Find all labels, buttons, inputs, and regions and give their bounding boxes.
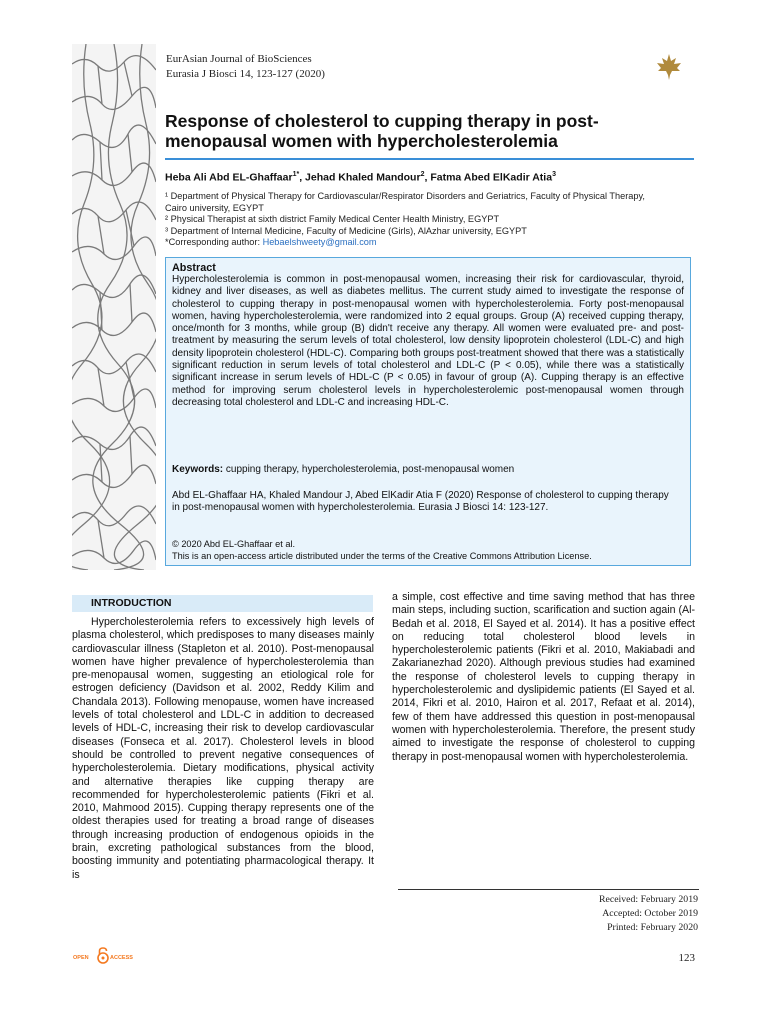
- maple-leaf-icon: [654, 52, 684, 82]
- author-separator: ,: [299, 171, 306, 184]
- author-affiliation-mark: 2: [420, 171, 425, 178]
- page-number: 123: [678, 952, 695, 964]
- author-affiliation-mark: 3: [552, 171, 556, 178]
- article-citation: Abd EL-Ghaffaar HA, Khaled Mandour J, Abed ElKadir Atia F (2020) Response of cholesterol to cupping therapy in post-menopausal women with hypercholesterolemia. Eurasia J Biosci 14: 123-127.: [172, 490, 669, 514]
- abstract-box: [165, 257, 691, 566]
- dates-divider: [398, 889, 699, 890]
- open-access-right-text: ACCESS: [110, 955, 133, 961]
- affiliation-line: ² Physical Therapist at sixth district Family Medical Center Health Ministry, EGYPT: [165, 214, 500, 224]
- received-date: Received: February 2019: [598, 894, 698, 905]
- introduction-heading-bar: [72, 595, 373, 612]
- journal-header: [166, 52, 325, 82]
- abstract-text: Hypercholesterolemia is common in post-menopausal women, increasing their risk for cardiovascular, thyroid, kidney and liver diseases, as well as diabetes mellitus. The current study aimed to investigate the response of cholesterol to cupping therapy in post-menopausal women with hypercholesterolemia. Forty post-menopausal women, having hypercholesterolemia, were randomized into 2 equal groups. Group (A) received cupping therapy, once/month for 3 months, while group (B) didn't receive any therapy. All women were evaluated pre- and post-treatment by measuring the serum levels of total cholesterol, low density lipoprotein cholesterol (LDL-C) and high density lipoprotein cholesterol (HDL-C). Comparing both groups post-treatment showed that there was a statistically significant reduction in serum levels of total cholesterol and LDL-C (P < 0.05), while there was a statistically significant increase in serum levels of HDL-C (P < 0.05) in favour of group (A). Cupping therapy is an effective method for improving serum cholesterol levels in hypercholesterolemic post-menopausal women through decreasing total cholesterol and LDL-C and increasing HDL-C.: [172, 274, 684, 408]
- abstract-heading: Abstract: [172, 262, 216, 274]
- affiliations: [165, 191, 665, 249]
- open-lock-icon: [73, 947, 133, 965]
- copyright-line: © 2020 Abd EL-Ghaffaar et al.: [172, 539, 296, 549]
- affiliation-line: ¹ Department of Physical Therapy for Cardiovascular/Respirator Disorders and Geriatrics, Faculty of Physical Therapy, Cairo university, EGYPT: [165, 191, 645, 213]
- author-name: Jehad Khaled Mandour: [305, 171, 421, 184]
- accepted-date: Accepted: October 2019: [602, 907, 698, 919]
- printed-date: Printed: February 2020: [607, 921, 698, 933]
- crackle-pattern-graphic: [72, 44, 156, 570]
- article-title: Response of cholesterol to cupping therapy in post-menopausal women with hypercholesterolemia: [165, 111, 599, 151]
- copyright-block: [172, 539, 682, 562]
- introduction-left-column: Hypercholesterolemia refers to excessively high levels of plasma cholesterol, which predisposes to many diseases mainly cardiovascular illness (Stapleton et al. 2010). Post-menopausal women have higher prevalence of hypercholesterolemia than pre-menopausal women, suggesting an etiological role for estrogen deficiency (Davidson et al. 2002, Reddy Kilim and Chandala 2013). Following menopause, women have increased levels of total cholesterol and LDL-C in addition to decreased levels of HDL-C, increasing their risk to develop cardiovascular diseases (Fonseca et al. 2017). Cholesterol levels in blood should be controlled to prevent negative consequences of hypercholesterolemia. Dietary modifications, physical activity and alternative therapies like cupping therapy are recommended for hypercholesterolemic patients (Fikri et al. 2010, Mahmood 2015). Cupping therapy represents one of the oldest therapies used for treating a broad range of diseases through increasing production of endogenous opioids in the brain, excreting pathological substances from the blood, boosting immunity and potentiating pharmacological therapy. It is: [72, 616, 374, 881]
- publication-dates: [520, 893, 698, 934]
- keywords-label: Keywords:: [172, 464, 224, 475]
- author-name: Heba Ali Abd EL-Ghaffaar: [165, 171, 293, 184]
- author-affiliation-mark: 1*: [292, 171, 300, 178]
- author-name: Fatma Abed ElKadir Atia: [430, 171, 553, 184]
- open-access-left-text: OPEN: [73, 955, 89, 961]
- journal-name: EurAsian Journal of BioSciences: [166, 53, 312, 65]
- introduction-right-column: a simple, cost effective and time saving method that has three main steps, including suction, scarification and suction again (Al-Bedah et al. 2018, El Sayed et al. 2014). It has a positive effect on reducing total cholesterol blood levels in hypercholesterolemic patients (Fikri et al. 2010, Makiabadi and Zakarianezhad 2020). Although previous studies had examined the response of cholesterol levels to cupping therapy in hypercholesterolemic and dyslipidemic patients (El Sayed et al. 2014, Fikri et al. 2010, Hairon et al. 2017, Refaat et al. 2014), few of them have addressed this question in post-menopausal women with hypercholesterolemia. Therefore, the present study aimed to investigate the response of cholesterol to cupping therapy in post-menopausal women with hypercholesterolemia.: [392, 591, 695, 763]
- introduction-heading: INTRODUCTION: [91, 597, 172, 609]
- corresponding-email-link[interactable]: Hebaelshweety@gmail.com: [262, 237, 377, 247]
- title-divider: [165, 158, 694, 160]
- author-list: [165, 168, 695, 185]
- corresponding-label: *Corresponding author:: [165, 237, 263, 247]
- keywords-text: cupping therapy, hypercholesterolemia, post-menopausal women: [223, 464, 515, 475]
- journal-citation-line: Eurasia J Biosci 14, 123-127 (2020): [166, 68, 325, 80]
- keywords: [172, 464, 514, 476]
- decorative-crackle-strip: [72, 44, 156, 570]
- corresponding-author: [165, 237, 665, 249]
- affiliation-line: ³ Department of Internal Medicine, Faculty of Medicine (Girls), AlAzhar university, EGYPT: [165, 225, 527, 236]
- license-line: This is an open-access article distributed under the terms of the Creative Commons Attribution License.: [172, 550, 592, 561]
- author-separator: ,: [424, 171, 431, 184]
